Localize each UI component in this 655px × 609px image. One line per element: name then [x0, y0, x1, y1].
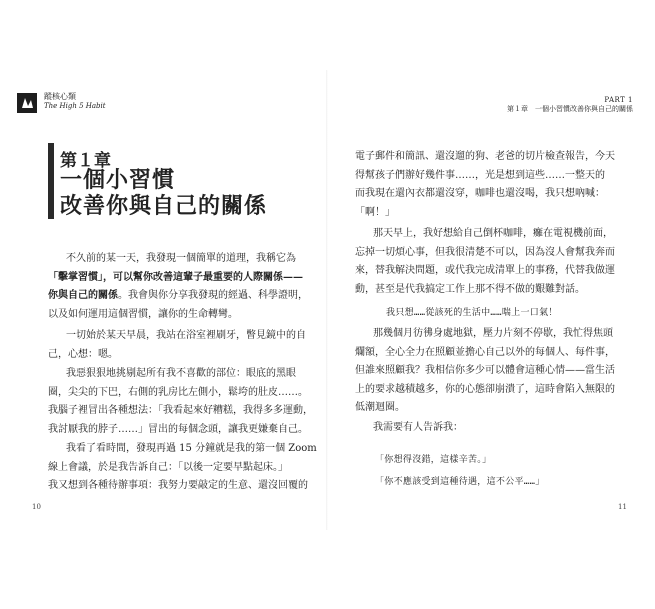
left-paragraph-1	[66, 250, 296, 269]
left-paragraph-1-cont	[48, 269, 308, 325]
text-line: 我看了看時間，發現再過 15 分鐘就是我的第一個 Zoom	[66, 443, 317, 454]
quote-breath: 我只想……從該死的生活中……喘上一口氣！	[386, 308, 558, 318]
text-line: 一切始於某天早晨，我站在浴室裡刷牙，瞥見鏡中的自	[66, 330, 306, 341]
text-line: 忘掉一切煩心事，但我很清楚不可以，因為沒人會幫我奔而	[355, 246, 615, 258]
text-line: 我需要有人告訴我：	[373, 422, 463, 433]
page-number-right: 11	[618, 503, 627, 511]
header-part-label: PART 1	[604, 96, 633, 104]
text-line: 得幫孩子們辦好幾件事……，光是想到這些……一整天的	[355, 169, 605, 181]
text-line: 「啊！」	[355, 206, 395, 218]
right-paragraph-1	[355, 148, 615, 222]
quote-unfair: 「你不應該受到這種待遇，這不公平……」	[375, 477, 545, 487]
left-paragraph-4	[66, 440, 317, 459]
left-paragraph-4-cont	[48, 459, 308, 496]
left-paragraph-3	[66, 365, 296, 384]
text-line-bold: 「擊掌習慣」，可以幫你改善這輩子最重要的人際關係——	[48, 271, 303, 283]
running-header-right	[507, 96, 633, 114]
running-header-left	[16, 92, 106, 114]
chapter-title-line: 改善你與自己的關係	[60, 194, 268, 219]
right-paragraph-3-cont	[355, 344, 615, 418]
header-book-subtitle: The High 5 Habit	[44, 102, 106, 110]
right-paragraph-4	[373, 419, 463, 438]
text-line: 我惡狠狠地挑剔起所有我不喜歡的部位：眼底的黑眼	[66, 368, 296, 379]
text-line: 己，心想：嗯。	[48, 348, 118, 360]
text-line: 電子郵件和簡訊、還沒遛的狗、老爸的切片檢查報告，今天	[355, 151, 615, 162]
text-line: 那幾個月彷彿身處地獄，壓力片刻不停歇，我忙得焦頭	[373, 328, 613, 339]
text-line: 但誰來照顧我？我相信你多少可以體會這種心情——當生活	[355, 365, 615, 376]
text-line: 我又想到各種待辦事項：我努力要敲定的生意、還沒回覆的	[48, 480, 308, 491]
chapter-number: 第１章	[60, 151, 111, 171]
quote-hard: 「你想得沒錯，這樣辛苦。」	[375, 455, 492, 465]
chapter-title	[60, 168, 267, 220]
right-paragraph-3	[373, 325, 613, 344]
text-line: 線上會議，於是我告訴自己：「以後一定要早點起床。」	[48, 461, 288, 473]
right-paragraph-2-cont	[355, 244, 615, 300]
book-logo-icon	[16, 92, 38, 114]
text-line: 來，替我解決問題，或代我完成清單上的事務，代替我做運	[355, 265, 615, 276]
chapter-accent-bar	[48, 143, 54, 219]
text-line: 不久前的某一天，我發現一個簡單的道理，我稱它為	[66, 253, 296, 264]
page-number-left: 10	[32, 503, 41, 511]
chapter-title-line: 一個小習慣	[60, 168, 176, 193]
text-line: 。我會與你分享我發現的經過、科學證明，	[118, 290, 308, 301]
left-paragraph-2	[66, 327, 306, 346]
right-paragraph-2	[373, 225, 613, 244]
text-line: 以及如何運用這個習慣，讓你的生命轉彎。	[48, 308, 238, 320]
text-line: 低潮迴圈。	[355, 402, 405, 413]
text-line: 那天早上，我好想給自己倒杯咖啡，癱在電視機前面，	[373, 228, 613, 239]
text-line: 我腦子裡冒出各種想法：「我看起來好糟糕，我得多多運動，	[48, 405, 313, 416]
header-chapter-label: 第１章 一個小習慣改善你與自己的關係	[507, 105, 633, 113]
text-line-bold: 你與自己的關係	[48, 290, 118, 301]
text-line: 動，甚至是代我搞定工作上那不得不做的艱難對話。	[355, 283, 585, 295]
left-paragraph-2-cont	[48, 346, 118, 365]
text-line: 上的要求越積越多，你的心態卻崩潰了，這時會陷入無限的	[355, 383, 615, 395]
text-line: 而我現在還內衣都還沒穿，咖啡也還沒喝，我只想吶喊：	[355, 188, 605, 199]
text-line: 圈，尖尖的下巴，右側的乳房比左側小，鬆垮的肚皮……。	[48, 386, 308, 398]
text-line: 爛額，全心全力在照顧並擔心自己以外的每個人、每件事，	[355, 346, 615, 358]
page-gutter	[326, 70, 328, 530]
left-paragraph-3-cont	[48, 384, 313, 440]
header-book-title: 蹤核心類	[44, 92, 76, 101]
text-line: 我討厭我的脖子……」冒出的每個念頭，讓我更嫌棄自己。	[48, 423, 308, 435]
